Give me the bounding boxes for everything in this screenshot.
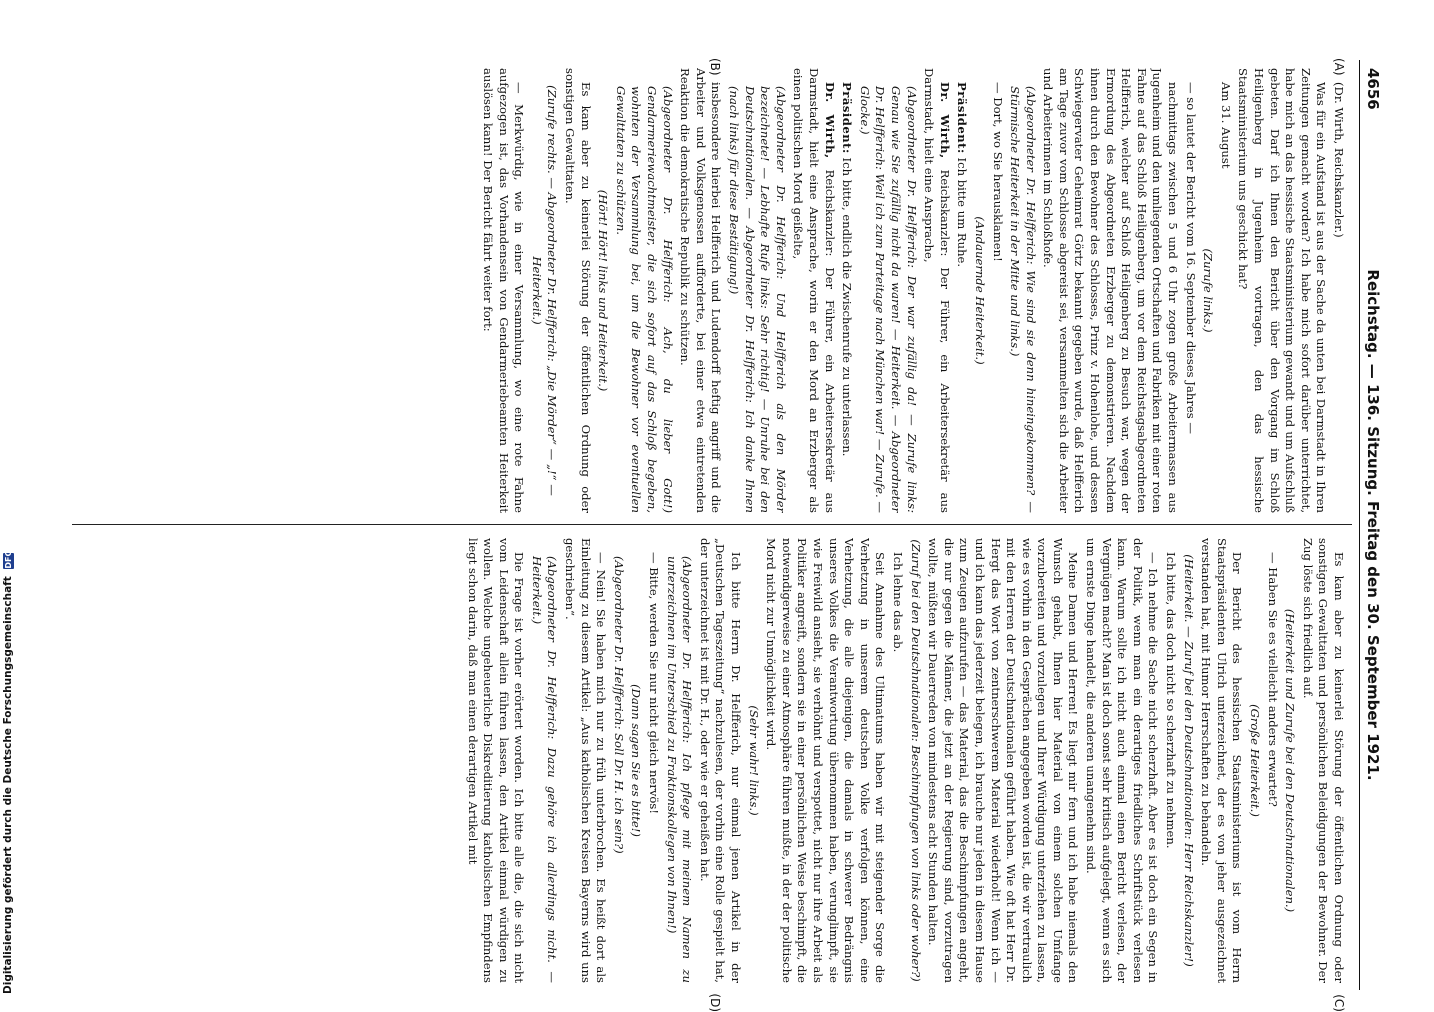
speaker-name: Präsident: xyxy=(840,82,855,154)
paragraph: Seit Annahme des Ultimatums haben wir mit steigender Sorge die Verhetzung in unserem deutschen Volke verfolgen können, eine Verhetzung, die alle diejenigen, die damals in schwerer Bedrängnis unseres Volkes die Verantwortung übernommen haben, verunglimpft, sie wie Freiwild ansieht, sie verhöhnt und verspottet, nicht nur ihre Arbeit als Politiker angreift, sondern sie in einer persönlichen Weise beschimpft, die notwendigerweise zu einer Atmosphäre führen mußte, in der der politische Mord nicht zur Unmöglichkeit wird. xyxy=(764,538,888,983)
paragraph: Es kam aber zu keinerlei Störung der öffentlichen Ordnung oder sonstigen Gewalttaten und persönlichen Beleidigungen der Bewohner. Der Zug löste sich friedlich auf. xyxy=(1300,538,1346,983)
interjection: (Heiterkeit und Zurufe bei den Deutschnationalen.) xyxy=(1283,608,1298,913)
footer-text: Digitalisierung gefördert durch die Deutsche Forschungsgemeinschaft xyxy=(2,576,14,994)
footer-credit xyxy=(2,0,16,994)
left-column xyxy=(76,68,1346,513)
margin-mark-d: (D) xyxy=(708,993,722,1012)
interjection: (Sehr wahr! links.) xyxy=(746,705,761,816)
running-title: Reichstag. — 136. Sitzung. Freitag den 30. September 1921. xyxy=(1364,269,1382,781)
margin-mark-a: (A) xyxy=(1332,58,1346,76)
interjection: (Abgeordneter Dr. Helfferich: Und Helfferich als den Mörder bezeichnete! — Lebhafte Rufe links: Sehr richtig! — Unruhe bei den Deutschnationalen. — Abgeordneter Dr. Helfferich: Ich danke Ihnen (nach links) für diese Bestätigung!) xyxy=(727,86,788,513)
page-number: 4656 xyxy=(1364,68,1382,110)
column-divider xyxy=(72,524,1352,525)
paragraph: Die Frage ist vorher erörtert worden. Ich bitte alle die, die sich nicht vom Leidenschaft allein führen lassen, den Artikel einmal würdigen zu wollen. Welche ungeheuerliche Diskreditierung katholischen Empfindens liegt schon darin, daß man einen derartigen Artikel mit xyxy=(465,538,527,983)
running-head xyxy=(1359,60,1382,990)
speaker-text: Reichskanzler: Der Führer, ein Arbeitersekretär aus Darmstadt, hielt eine Ansprache, worin er den Mord an Erzberger als einen politischen Mord geißelte, xyxy=(791,68,837,513)
interjection: (Dann sagen Sie es bitte!) xyxy=(629,684,644,837)
paragraph: Ich lehne das ab. xyxy=(890,552,905,653)
dfg-logo-icon: DFG xyxy=(3,549,13,569)
speaker-paragraph xyxy=(954,68,970,513)
paragraph: — Ich nehme die Sache nicht scherzhaft. Aber es ist doch ein Segen in der Politik, wenn man ein derartiges friedliches Schriftstück verlesen kann. Warum sollte ich nicht auch einmal einen Bericht verlesen, der Vergnügen macht? Man ist doch sonst sehr kritisch aufgelegt, wenn es sich um ernste Dinge handelt, die anderen unangenehm sind. xyxy=(1084,538,1161,983)
paragraph: (Dr. Wirth, Reichskanzler.) xyxy=(1332,82,1346,238)
speaker-name: Dr. Wirth, xyxy=(822,82,837,159)
speaker-paragraph xyxy=(921,68,952,513)
speaker-text: Ich bitte, endlich die Zwischenrufe zu unterlassen. xyxy=(840,153,855,457)
paragraph: nachmittags zwischen 5 und 6 Uhr zogen große Arbeitermassen aus Jugenheim und den umliegenden Ortschaften und Fabriken mit einer roten Fahne auf das Schloß Heiligenberg, um vor dem Reichstagsabgeordneten Helfferich, welcher auf Schloß Heiligenberg zu Besuch war, wegen der Ermordung des Abgeordneten Erzberger zu demonstrieren. Nachdem ihnen durch den Bewohner des Schlosses, Prinz v. Hohenlohe, und dessen Schwiegervater Geheimrat Görtz bekannt gegeben wurde, daß Helfferich am Tage zuvor vom Schlosse abgereist sei, versammelten sich die Arbeiter und Arbeiterinnen im Schloßhofe. xyxy=(1041,68,1181,513)
paragraph: insbesondere hierbei Helfferich und Ludendorff heftig angriff und die Arbeiter und Volksgenossen aufforderte, bei einer etwa eintretenden Reaktion die demokratische Republik zu schützen. xyxy=(678,68,724,513)
interjection: (Heiterkeit. — Zuruf bei den Deutschnationalen: Herr Reichskanzler!) xyxy=(1181,554,1196,967)
rotated-page xyxy=(62,58,1382,1012)
interjection: (Hört! Hört! links und Heiterkeit.) xyxy=(596,189,611,392)
interjection: (Abgeordneter Dr. Helfferich: Ach, du lieber Gott!) Gendarmeriewachtmeister, die sich sofort auf das Schloß begeben, wohnten der Versammlung bei, um die Bewohner vor eventuellen Gewalttaten zu schützen. xyxy=(613,86,675,513)
speaker-text: Ich bitte um Ruhe. xyxy=(955,153,970,268)
interjection: (Zuruf bei den Deutschnationalen: Beschimpfungen von links oder woher?) xyxy=(908,539,923,982)
paragraph: Meine Damen und Herren! Es liegt mir fern und ich habe niemals den Wunsch gehabt, Ihnen hier Material von einem solchen Umfange vorzubereiten und vorzulegen und Ihrer Würdigung unterziehen zu lassen, wie es vorhin in den Gesprächen angegeben worden ist, die wir vertraulich mit den Herren der Deutschnationalen geführt haben. Wie oft hat Herr Dr. Hergt das Wort von zentnerschwerem Material wiederholt! Wenn ich — und ich kann das jederzeit belegen, ich brauche nur jeden in diesem Hause zum Zeugen aufzurufen — das Material, das die Beschimpfungen angeht, die nur gegen die Männer, die jetzt an der Regierung sind, vorzutragen wollte, müßten wir Dauerreden von mindestens acht Stunden halten. xyxy=(926,538,1081,983)
interjection: (Zurufe links.) xyxy=(1201,248,1216,333)
paragraph: Ich bitte, das doch nicht so scherzhaft zu nehmen. xyxy=(1164,552,1179,849)
paragraph: Ich bitte Herrn Dr. Helfferich, nur einmal jenen Artikel in der „Deutschen Tageszeitung“ nachzulesen, der vorhin eine Rolle gespielt hat, der unterzeichnet ist mit Dr. H., oder wie er geheißen hat. xyxy=(697,538,744,983)
interjection: (Abgeordneter Dr. Helfferich: Wie sind sie denn hineingekommen? — Stürmische Heiterkeit in der Mitte und links.) xyxy=(1008,86,1038,513)
speaker-text: Reichskanzler: Der Führer, ein Arbeitersekretär aus Darmstadt, hielt eine Ansprache, xyxy=(922,68,952,513)
paragraph: — Dort, wo Sie herausklamen! xyxy=(990,82,1005,262)
paragraph: Am 31. August xyxy=(1218,82,1233,169)
paragraph: — Haben Sie es vielleicht anders erwartet? xyxy=(1265,552,1280,807)
paragraph: — Merkwürdig, wie in einer Versammlung, wo eine rote Fahne aufgezogen ist, das Vorhandensein von Gendarmeriebeamten Heiterkeit auslösen kann! Der Bericht fährt weiter fort: xyxy=(481,68,527,513)
speaker-name: Dr. Wirth, xyxy=(937,82,952,159)
speaker-name: Präsident: xyxy=(955,82,970,154)
paragraph: — so lautet der Bericht vom 16. September dieses Jahres — xyxy=(1183,82,1198,434)
interjection: (Abgeordneter Dr. Helfferich: Ich pflege mit meinem Namen zu unterzeichnen im Unterschied zu Fraktionskollegen von Ihnen!) xyxy=(664,556,695,983)
interjection: (Andauernde Heiterkeit.) xyxy=(972,216,987,365)
right-column xyxy=(76,538,1346,983)
margin-mark-c: (C) xyxy=(1332,994,1346,1012)
interjection: (Abgeordneter Dr. Helfferich: Soll Dr. H. ich sein?) xyxy=(611,556,626,854)
interjection: (Große Heiterkeit.) xyxy=(1248,704,1263,817)
paragraph: Es kam aber zu keinerlei Störung der öffentlichen Ordnung oder sonstigen Gewalttaten. xyxy=(563,68,593,513)
interjection: (Zurufe rechts. — Abgeordneter Dr. Helfferich: „Die Mörder“ — „!“ — Heiterkeit.) xyxy=(529,85,560,496)
margin-mark-b: (B) xyxy=(708,58,722,76)
paragraph: — Nein! Sie haben mich nur zu früh unterbrochen. Es heißt dort als Einleitung zu diesem Artikel: „Aus katholischen Kreisen Bayerns wird uns geschrieben“. xyxy=(563,538,609,983)
interjection: (Abgeordneter Dr. Helfferich: Der war zufällig da! — Zurufe links: Genau wie Sie zufällig nicht da waren! — Heiterkeit. — Abgeordneter Dr. Helfferich: Weil ich zum Parteitage nach München war! — Zurufe. — Glocke.) xyxy=(857,86,919,513)
speaker-paragraph xyxy=(839,68,855,513)
paragraph: — Bitte, werden Sie nur nicht gleich nervös! xyxy=(647,552,662,815)
paragraph: Was für ein Aufstand ist aus der Sache da unten bei Darmstadt in Ihren Zeitungen gemacht worden? Ich habe mich sofort darüber unterrichtet, habe mich an das hessische Staatsministerium gewandt und um Aufschluß gebeten. Darf ich Ihnen den Bericht über den Vorgang im Schloß Heiligenberg in Jugenheim vortragen, den das hessische Staatsministerium uns geschickt hat? xyxy=(1236,68,1329,513)
paragraph: Der Bericht des hessischen Staatsministeriums ist vom Herrn Staatspräsidenten Ulrich unterzeichnet, der es von jeher ausgezeichnet verstanden hat, mit Humor Herrschaften zu behandeln. xyxy=(1199,538,1245,983)
speaker-paragraph xyxy=(790,68,837,513)
interjection: (Abgeordneter Dr. Helfferich: Dazu gehöre ich allerdings nicht. — Heiterkeit.) xyxy=(529,556,560,983)
